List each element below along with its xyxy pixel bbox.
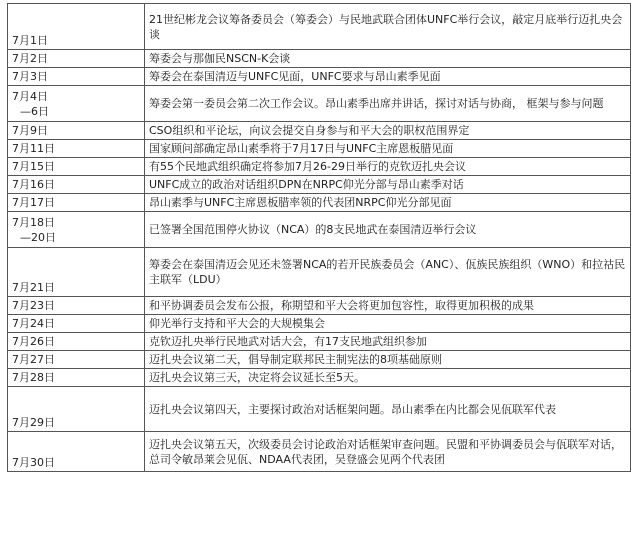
event-cell: 有55个民地武组织确定将参加7月26-29日举行的克钦迈扎央会议 <box>145 158 631 176</box>
table-row <box>8 315 631 333</box>
event-cell: 昂山素季与UNFC主席恩板腊率领的代表团NRPC仰光分部见面 <box>145 194 631 212</box>
table-row <box>8 369 631 387</box>
date-cell: 7月29日 <box>8 387 145 432</box>
table-row <box>8 158 631 176</box>
date-cell: 7月2日 <box>8 50 145 68</box>
date-cell: 7月27日 <box>8 351 145 369</box>
event-cell: 克钦迈扎央举行民地武对话大会，有17支民地武组织参加 <box>145 333 631 351</box>
event-cell: UNFC成立的政治对话组织DPN在NRPC仰光分部与昂山素季对话 <box>145 176 631 194</box>
table-row <box>8 248 631 297</box>
table-row <box>8 297 631 315</box>
date-cell: 7月9日 <box>8 122 145 140</box>
table-row <box>8 432 631 472</box>
event-cell: 国家顾问部确定昂山素季将于7月17日与UNFC主席恩板腊见面 <box>145 140 631 158</box>
date-cell <box>8 86 145 122</box>
date-cell: 7月30日 <box>8 432 145 472</box>
table-row <box>8 333 631 351</box>
event-cell: 和平协调委员会发布公报，称期望和平大会将更加包容性，取得更加积极的成果 <box>145 297 631 315</box>
date-cell: 7月26日 <box>8 333 145 351</box>
table-row <box>8 68 631 86</box>
date-cell <box>8 212 145 248</box>
date-end: —6日 <box>20 104 49 118</box>
date-cell: 7月15日 <box>8 158 145 176</box>
event-cell: 已签署全国范围停火协议（NCA）的8支民地武在泰国清迈举行会议 <box>145 212 631 248</box>
timeline-table <box>7 3 631 472</box>
event-cell: CSO组织和平论坛，向议会提交自身参与和平大会的职权范围界定 <box>145 122 631 140</box>
table-row <box>8 122 631 140</box>
timeline-body <box>8 4 631 472</box>
table-row <box>8 212 631 248</box>
date-cell: 7月11日 <box>8 140 145 158</box>
table-row <box>8 194 631 212</box>
event-cell: 筹委会在泰国清迈会见还未签署NCA的若开民族委员会（ANC）、佤族民族组织（WNO）和拉祜民主联军（LDU） <box>145 248 631 297</box>
date-cell: 7月1日 <box>8 4 145 50</box>
date-cell: 7月16日 <box>8 176 145 194</box>
event-cell: 迈扎央会议第五天，次级委员会讨论政治对话框架审查问题。民盟和平协调委员会与佤联军对话，总司令敏昂莱会见佤、NDAA代表团，吴登盛会见两个代表团 <box>145 432 631 472</box>
date-cell: 7月21日 <box>8 248 145 297</box>
date-end: —20日 <box>20 230 56 244</box>
event-cell: 迈扎央会议第四天，主要探讨政治对话框架问题。昂山素季在内比都会见佤联军代表 <box>145 387 631 432</box>
table-row <box>8 351 631 369</box>
date-start: 7月4日 <box>12 89 48 103</box>
event-cell: 筹委会在泰国清迈与UNFC见面，UNFC要求与昂山素季见面 <box>145 68 631 86</box>
table-row <box>8 140 631 158</box>
table-row <box>8 387 631 432</box>
table-row <box>8 86 631 122</box>
event-cell: 仰光举行支持和平大会的大规模集会 <box>145 315 631 333</box>
date-cell: 7月24日 <box>8 315 145 333</box>
event-cell: 21世纪彬龙会议筹备委员会（筹委会）与民地武联合团体UNFC举行会议，敲定月底举行迈扎央会谈 <box>145 4 631 50</box>
table-row <box>8 176 631 194</box>
event-cell: 筹委会与那伽民NSCN-K会谈 <box>145 50 631 68</box>
date-cell: 7月17日 <box>8 194 145 212</box>
date-start: 7月18日 <box>12 215 55 229</box>
date-cell: 7月23日 <box>8 297 145 315</box>
event-cell: 迈扎央会议第三天，决定将会议延长至5天。 <box>145 369 631 387</box>
date-cell: 7月28日 <box>8 369 145 387</box>
event-cell: 筹委会第一委员会第二次工作会议。昂山素季出席并讲话，探讨对话与协商， 框架与参与问题 <box>145 86 631 122</box>
table-row <box>8 4 631 50</box>
date-cell: 7月3日 <box>8 68 145 86</box>
table-row <box>8 50 631 68</box>
event-cell: 迈扎央会议第二天，倡导制定联邦民主制宪法的8项基础原则 <box>145 351 631 369</box>
